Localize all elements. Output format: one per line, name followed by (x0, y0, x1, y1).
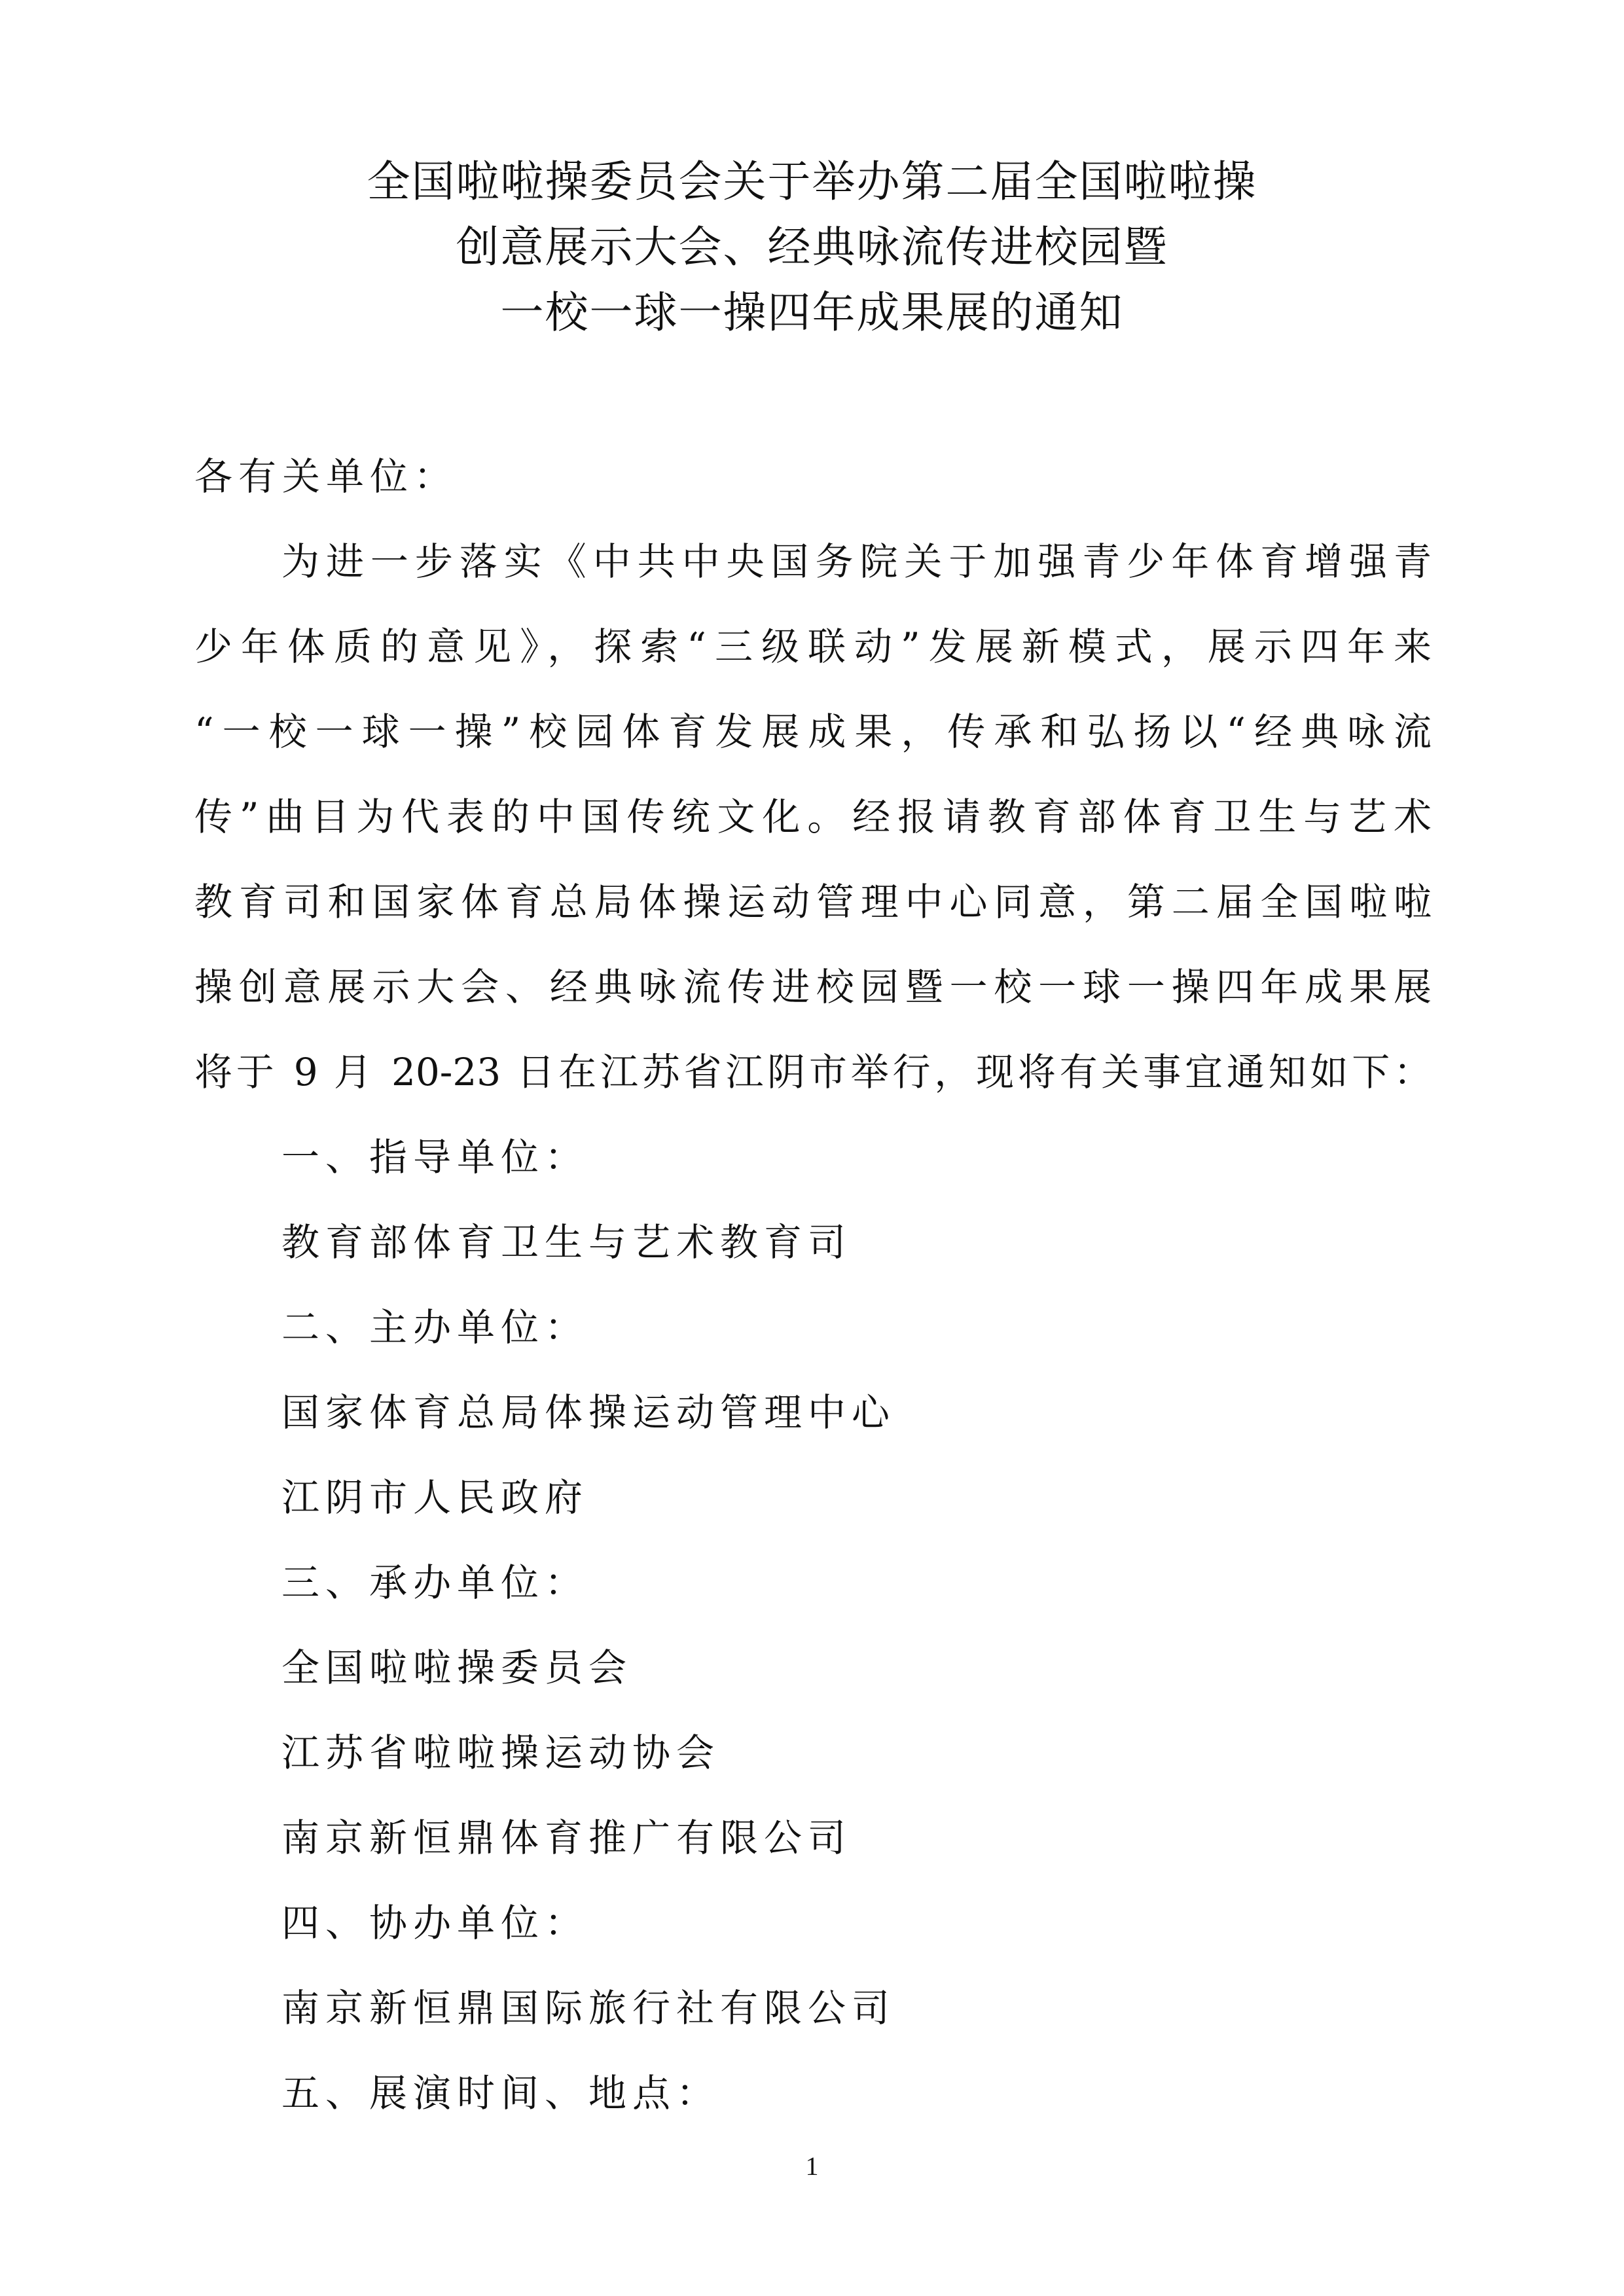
host-unit-1: 国家体育总局体操运动管理中心 (281, 1390, 896, 1435)
intro-paragraph-line-2: 少年体质的意见》，探索“三级联动”发展新模式，展示四年来 (194, 624, 1432, 669)
guide-unit: 教育部体育卫生与艺术教育司 (281, 1220, 852, 1265)
assist-unit: 南京新恒鼎国际旅行社有限公司 (281, 1986, 896, 2030)
organizer-unit-3: 南京新恒鼎体育推广有限公司 (281, 1816, 852, 1860)
intro-paragraph-line-4: 传”曲目为代表的中国传统文化。经报请教育部体育卫生与艺术 (194, 795, 1432, 839)
section-heading-organizer: 三、承办单位： (281, 1560, 589, 1605)
page-number: 1 (805, 2151, 819, 2181)
intro-paragraph-line-3: “一校一球一操”校园体育发展成果，传承和弘扬以“经典咏流 (194, 709, 1432, 754)
document-title-line-3: 一校一球一操四年成果展的通知 (500, 287, 1124, 338)
intro-paragraph-line-6: 操创意展示大会、经典咏流传进校园暨一校一球一操四年成果展 (194, 965, 1432, 1009)
intro-paragraph-line-1: 为进一步落实《中共中央国务院关于加强青少年体育增强青 (281, 539, 1432, 584)
intro-paragraph-line-5: 教育司和国家体育总局体操运动管理中心同意，第二届全国啦啦 (194, 880, 1432, 924)
intro-paragraph-line-7: 将于 9 月 20-23 日在江苏省江阴市举行，现将有关事宜通知如下： (194, 1050, 1432, 1094)
section-heading-host: 二、主办单位： (281, 1305, 589, 1350)
host-unit-2: 江阴市人民政府 (281, 1475, 589, 1520)
section-heading-time-place: 五、展演时间、地点： (281, 2071, 721, 2115)
organizer-unit-2: 江苏省啦啦操运动协会 (281, 1731, 721, 1775)
section-heading-assist: 四、协办单位： (281, 1901, 589, 1945)
salutation: 各有关单位： (194, 454, 458, 499)
organizer-unit-1: 全国啦啦操委员会 (281, 1645, 633, 1690)
document-title-line-2: 创意展示大会、经典咏流传进校园暨 (456, 222, 1168, 272)
section-heading-guide: 一、指导单位： (281, 1135, 589, 1179)
document-title-line-1: 全国啦啦操委员会关于举办第二届全国啦啦操 (367, 156, 1257, 207)
